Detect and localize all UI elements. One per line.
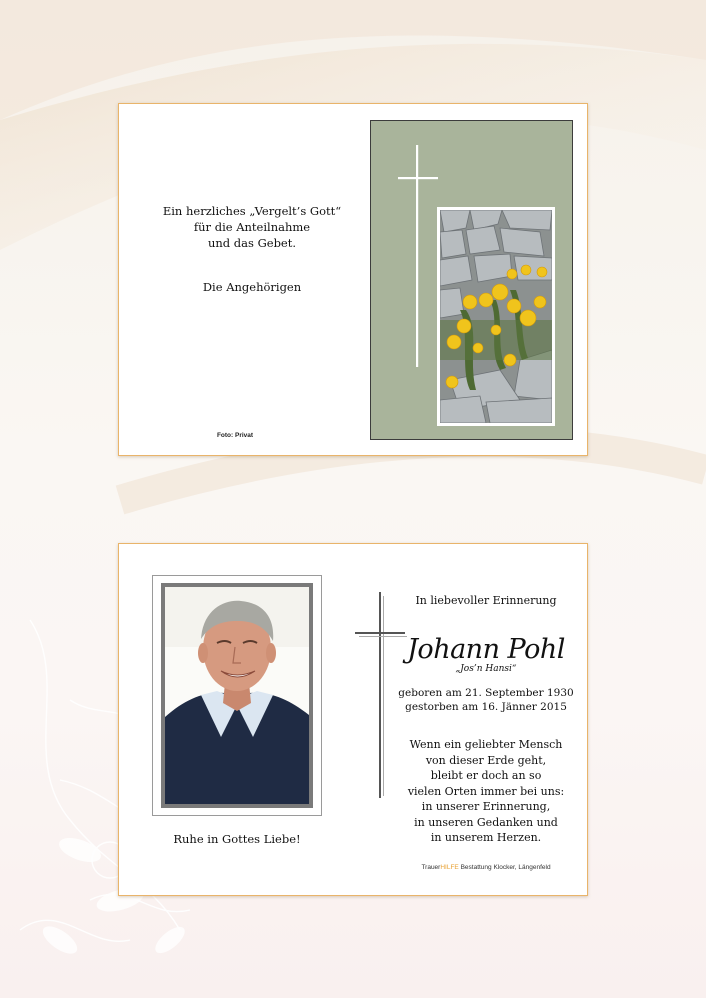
green-panel [370, 120, 573, 440]
brand-hilfe: HILFE [440, 864, 459, 871]
verse-line: bleibt er doch an so [430, 769, 542, 782]
portrait-photo [161, 583, 313, 808]
rest-in-peace-text: Ruhe in Gottes Liebe! [173, 832, 301, 846]
verse-line: in unserem Herzen. [430, 831, 542, 844]
thank-you-card [118, 103, 588, 456]
memory-title: In liebevoller Erinnerung [415, 594, 557, 607]
thanks-line: Ein herzliches „Vergelt’s Gott“ [162, 204, 342, 218]
funeral-home-name: Bestattung Klocker, Längenfeld [458, 864, 551, 871]
memorial-verse [387, 737, 585, 846]
verse-line: in unserer Erinnerung, [421, 800, 551, 813]
thanks-text [137, 203, 367, 251]
memorial-card [118, 543, 588, 896]
death-date: gestorben am 16. Jänner 2015 [405, 701, 567, 713]
cross-icon [395, 145, 441, 367]
family-signature: Die Angehörigen [202, 280, 302, 294]
funeral-home-credit [387, 864, 585, 871]
life-dates [387, 686, 585, 714]
verse-line: Wenn ein geliebter Mensch [409, 738, 563, 751]
flower-photo [437, 207, 555, 426]
thanks-line: für die Anteilnahme [193, 220, 311, 234]
verse-line: in unseren Gedanken und [414, 815, 558, 829]
verse-line: von dieser Erde geht, [425, 753, 547, 767]
portrait-frame [152, 575, 322, 816]
birth-date: geboren am 21. September 1930 [398, 687, 574, 699]
deceased-name: Johann Pohl [407, 634, 565, 665]
nickname: „Jos’n Hansi“ [455, 664, 517, 674]
thanks-line: und das Gebet. [207, 236, 297, 250]
photo-credit: Foto: Privat [216, 432, 254, 439]
brand-trauer: Trauer [421, 864, 441, 871]
verse-line: vielen Orten immer bei uns: [407, 784, 565, 798]
